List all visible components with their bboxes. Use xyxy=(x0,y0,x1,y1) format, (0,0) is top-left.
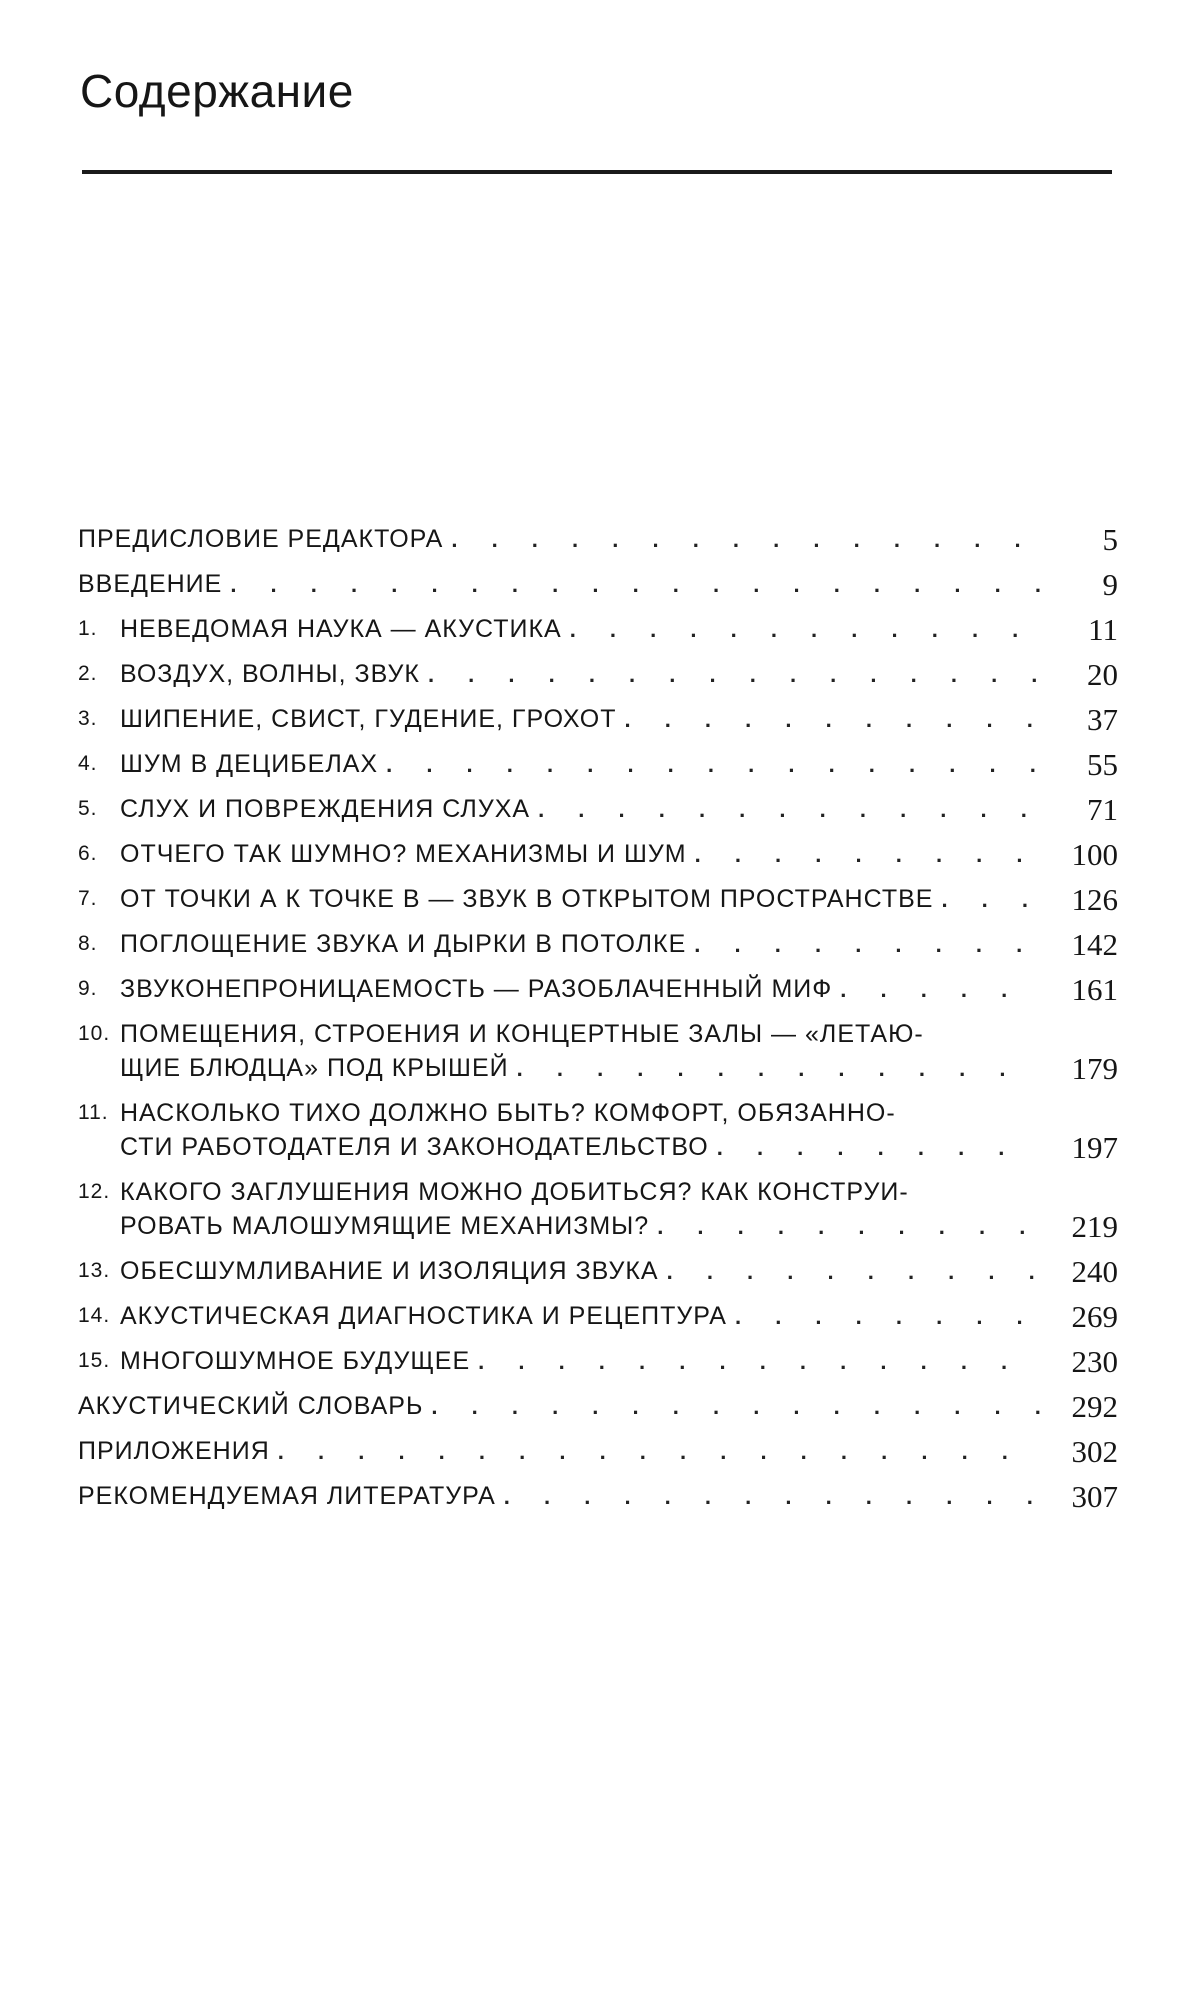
toc-entry xyxy=(78,522,1118,557)
toc-entry xyxy=(78,612,1118,647)
page-number: 161 xyxy=(1071,972,1118,1007)
dot-leader xyxy=(941,883,1040,917)
entry-body xyxy=(78,1096,1118,1165)
toc-entry xyxy=(78,1479,1118,1514)
entry-body xyxy=(78,657,1118,692)
entry-body xyxy=(78,927,1118,962)
entry-title: РОВАТЬ МАЛОШУМЯЩИЕ МЕХАНИЗМЫ? xyxy=(120,1212,650,1240)
page-number: 302 xyxy=(1071,1434,1118,1469)
entry-title-last-line xyxy=(120,1051,1048,1086)
chapter-number: 15. xyxy=(78,1349,111,1372)
page-number: 240 xyxy=(1071,1254,1118,1289)
page-number: 55 xyxy=(1087,747,1118,782)
chapter-number: 7. xyxy=(78,887,98,910)
page-number: 197 xyxy=(1071,1130,1118,1165)
chapter-number: 10. xyxy=(78,1022,111,1045)
entry-body xyxy=(78,972,1118,1007)
page-number: 9 xyxy=(1102,567,1118,602)
entry-title: АКУСТИЧЕСКИЙ СЛОВАРЬ xyxy=(78,1392,424,1420)
entry-body xyxy=(78,1479,1118,1514)
dot-leader xyxy=(570,613,1040,647)
chapter-number: 12. xyxy=(78,1180,111,1203)
entry-body xyxy=(78,1344,1118,1379)
entry-title-last-line xyxy=(120,657,1048,692)
page-number: 100 xyxy=(1071,837,1118,872)
entry-body xyxy=(78,747,1118,782)
chapter-number: 6. xyxy=(78,842,98,865)
entry-title: ПРЕДИСЛОВИЕ РЕДАКТОРА xyxy=(78,525,444,553)
entry-title-last-line xyxy=(120,1209,1048,1244)
dot-leader xyxy=(478,1345,1040,1379)
dot-leader xyxy=(451,523,1040,557)
dot-leader xyxy=(694,928,1040,962)
toc-entry xyxy=(78,702,1118,737)
entry-title-last-line xyxy=(120,1344,1048,1379)
page-number: 307 xyxy=(1071,1479,1118,1514)
entry-title: НАСКОЛЬКО ТИХО ДОЛЖНО БЫТЬ? КОМФОРТ, ОБЯЗАННО- xyxy=(120,1099,896,1127)
entry-title-last-line xyxy=(78,567,1048,602)
dot-leader xyxy=(517,1052,1040,1086)
entry-title: МНОГОШУМНОЕ БУДУЩЕЕ xyxy=(120,1347,471,1375)
entry-title-last-line xyxy=(78,1389,1048,1424)
title-rule xyxy=(82,170,1112,174)
toc-entry xyxy=(78,1096,1118,1165)
page-number: 11 xyxy=(1088,612,1118,647)
page-number: 230 xyxy=(1071,1344,1118,1379)
entry-body xyxy=(78,567,1118,602)
entry-title: РЕКОМЕНДУЕМАЯ ЛИТЕРАТУРА xyxy=(78,1482,496,1510)
entry-body xyxy=(78,702,1118,737)
toc-entry xyxy=(78,972,1118,1007)
dot-leader xyxy=(840,973,1040,1007)
entry-body xyxy=(78,1299,1118,1334)
dot-leader xyxy=(735,1300,1040,1334)
entry-body xyxy=(78,882,1118,917)
entry-title-line xyxy=(120,1017,1048,1051)
entry-title-last-line xyxy=(78,1434,1048,1469)
entry-title-last-line xyxy=(120,747,1048,782)
entry-body xyxy=(78,1389,1118,1424)
entry-title-last-line xyxy=(120,702,1048,737)
entry-body xyxy=(78,792,1118,827)
entry-title-line xyxy=(120,1175,1048,1209)
chapter-number: 11. xyxy=(78,1101,109,1124)
dot-leader xyxy=(278,1435,1040,1469)
toc-entry xyxy=(78,792,1118,827)
page-number: 37 xyxy=(1087,702,1118,737)
page-number: 219 xyxy=(1071,1209,1118,1244)
entry-body xyxy=(78,1434,1118,1469)
dot-leader xyxy=(667,1255,1040,1289)
entry-title: ПРИЛОЖЕНИЯ xyxy=(78,1437,270,1465)
toc-entry xyxy=(78,927,1118,962)
toc-entry xyxy=(78,1175,1118,1244)
dot-leader xyxy=(695,838,1040,872)
entry-title-last-line xyxy=(120,792,1048,827)
entry-title: ВОЗДУХ, ВОЛНЫ, ЗВУК xyxy=(120,660,420,688)
chapter-number: 2. xyxy=(78,662,98,685)
entry-title-last-line xyxy=(120,927,1048,962)
entry-title-last-line xyxy=(120,837,1048,872)
entry-title: ПОГЛОЩЕНИЕ ЗВУКА И ДЫРКИ В ПОТОЛКЕ xyxy=(120,930,687,958)
entry-body xyxy=(78,1254,1118,1289)
entry-title: ОТ ТОЧКИ А К ТОЧКЕ В — ЗВУК В ОТКРЫТОМ ПРОСТРАНСТВЕ xyxy=(120,885,934,913)
entry-title: ШИПЕНИЕ, СВИСТ, ГУДЕНИЕ, ГРОХОТ xyxy=(120,705,617,733)
chapter-number: 8. xyxy=(78,932,98,955)
chapter-number: 13. xyxy=(78,1259,111,1282)
page-number: 126 xyxy=(1071,882,1118,917)
toc-entry xyxy=(78,837,1118,872)
entry-title-last-line xyxy=(78,1479,1048,1514)
toc-entry xyxy=(78,567,1118,602)
entry-body xyxy=(78,522,1118,557)
toc-entry xyxy=(78,1344,1118,1379)
entry-title: ЗВУКОНЕПРОНИЦАЕМОСТЬ — РАЗОБЛАЧЕННЫЙ МИФ xyxy=(120,975,833,1003)
page-number: 269 xyxy=(1071,1299,1118,1334)
entry-title: СЛУХ И ПОВРЕЖДЕНИЯ СЛУХА xyxy=(120,795,531,823)
entry-title-last-line xyxy=(78,522,1048,557)
entry-body xyxy=(78,612,1118,647)
entry-title: ПОМЕЩЕНИЯ, СТРОЕНИЯ И КОНЦЕРТНЫЕ ЗАЛЫ — «ЛЕТАЮ- xyxy=(120,1020,924,1048)
entry-title: ОБЕСШУМЛИВАНИЕ И ИЗОЛЯЦИЯ ЗВУКА xyxy=(120,1257,659,1285)
entry-title-last-line xyxy=(120,972,1048,1007)
entry-title: ШУМ В ДЕЦИБЕЛАХ xyxy=(120,750,379,778)
entry-title-line xyxy=(120,1096,1048,1130)
dot-leader xyxy=(538,793,1040,827)
page-number: 292 xyxy=(1071,1389,1118,1424)
dot-leader xyxy=(504,1480,1040,1514)
page-title: Содержание xyxy=(80,65,354,117)
toc-entry xyxy=(78,1254,1118,1289)
dot-leader xyxy=(717,1131,1040,1165)
entry-title: НЕВЕДОМАЯ НАУКА — АКУСТИКА xyxy=(120,615,562,643)
entry-title: ОТЧЕГО ТАК ШУМНО? МЕХАНИЗМЫ И ШУМ xyxy=(120,840,687,868)
toc-entry xyxy=(78,1389,1118,1424)
entry-title: КАКОГО ЗАГЛУШЕНИЯ МОЖНО ДОБИТЬСЯ? КАК КОНСТРУИ- xyxy=(120,1178,909,1206)
dot-leader xyxy=(428,658,1040,692)
entry-title: ВВЕДЕНИЕ xyxy=(78,570,223,598)
dot-leader xyxy=(657,1210,1040,1244)
entry-body xyxy=(78,1175,1118,1244)
toc-entry xyxy=(78,1434,1118,1469)
entry-title: ЩИЕ БЛЮДЦА» ПОД КРЫШЕЙ xyxy=(120,1054,509,1082)
dot-leader xyxy=(230,568,1040,602)
chapter-number: 1. xyxy=(78,617,98,640)
page-number: 71 xyxy=(1087,792,1118,827)
toc-entry xyxy=(78,1299,1118,1334)
entry-title-last-line xyxy=(120,612,1048,647)
dot-leader xyxy=(431,1390,1040,1424)
chapter-number: 4. xyxy=(78,752,98,775)
entry-title-last-line xyxy=(120,1130,1048,1165)
page-number: 20 xyxy=(1087,657,1118,692)
page-number: 5 xyxy=(1102,522,1118,557)
entry-title-last-line xyxy=(120,882,1048,917)
chapter-number: 3. xyxy=(78,707,98,730)
toc-entry xyxy=(78,657,1118,692)
toc-entry xyxy=(78,1017,1118,1086)
entry-body xyxy=(78,1017,1118,1086)
entry-title: СТИ РАБОТОДАТЕЛЯ И ЗАКОНОДАТЕЛЬСТВО xyxy=(120,1133,709,1161)
entry-title: АКУСТИЧЕСКАЯ ДИАГНОСТИКА И РЕЦЕПТУРА xyxy=(120,1302,727,1330)
page-number: 179 xyxy=(1071,1051,1118,1086)
toc-entry xyxy=(78,747,1118,782)
entry-title-last-line xyxy=(120,1299,1048,1334)
dot-leader xyxy=(386,748,1040,782)
chapter-number: 9. xyxy=(78,977,98,1000)
toc-entry xyxy=(78,882,1118,917)
entry-body xyxy=(78,837,1118,872)
page-number: 142 xyxy=(1071,927,1118,962)
chapter-number: 14. xyxy=(78,1304,111,1327)
chapter-number: 5. xyxy=(78,797,98,820)
table-of-contents xyxy=(78,522,1118,1524)
dot-leader xyxy=(624,703,1040,737)
entry-title-last-line xyxy=(120,1254,1048,1289)
